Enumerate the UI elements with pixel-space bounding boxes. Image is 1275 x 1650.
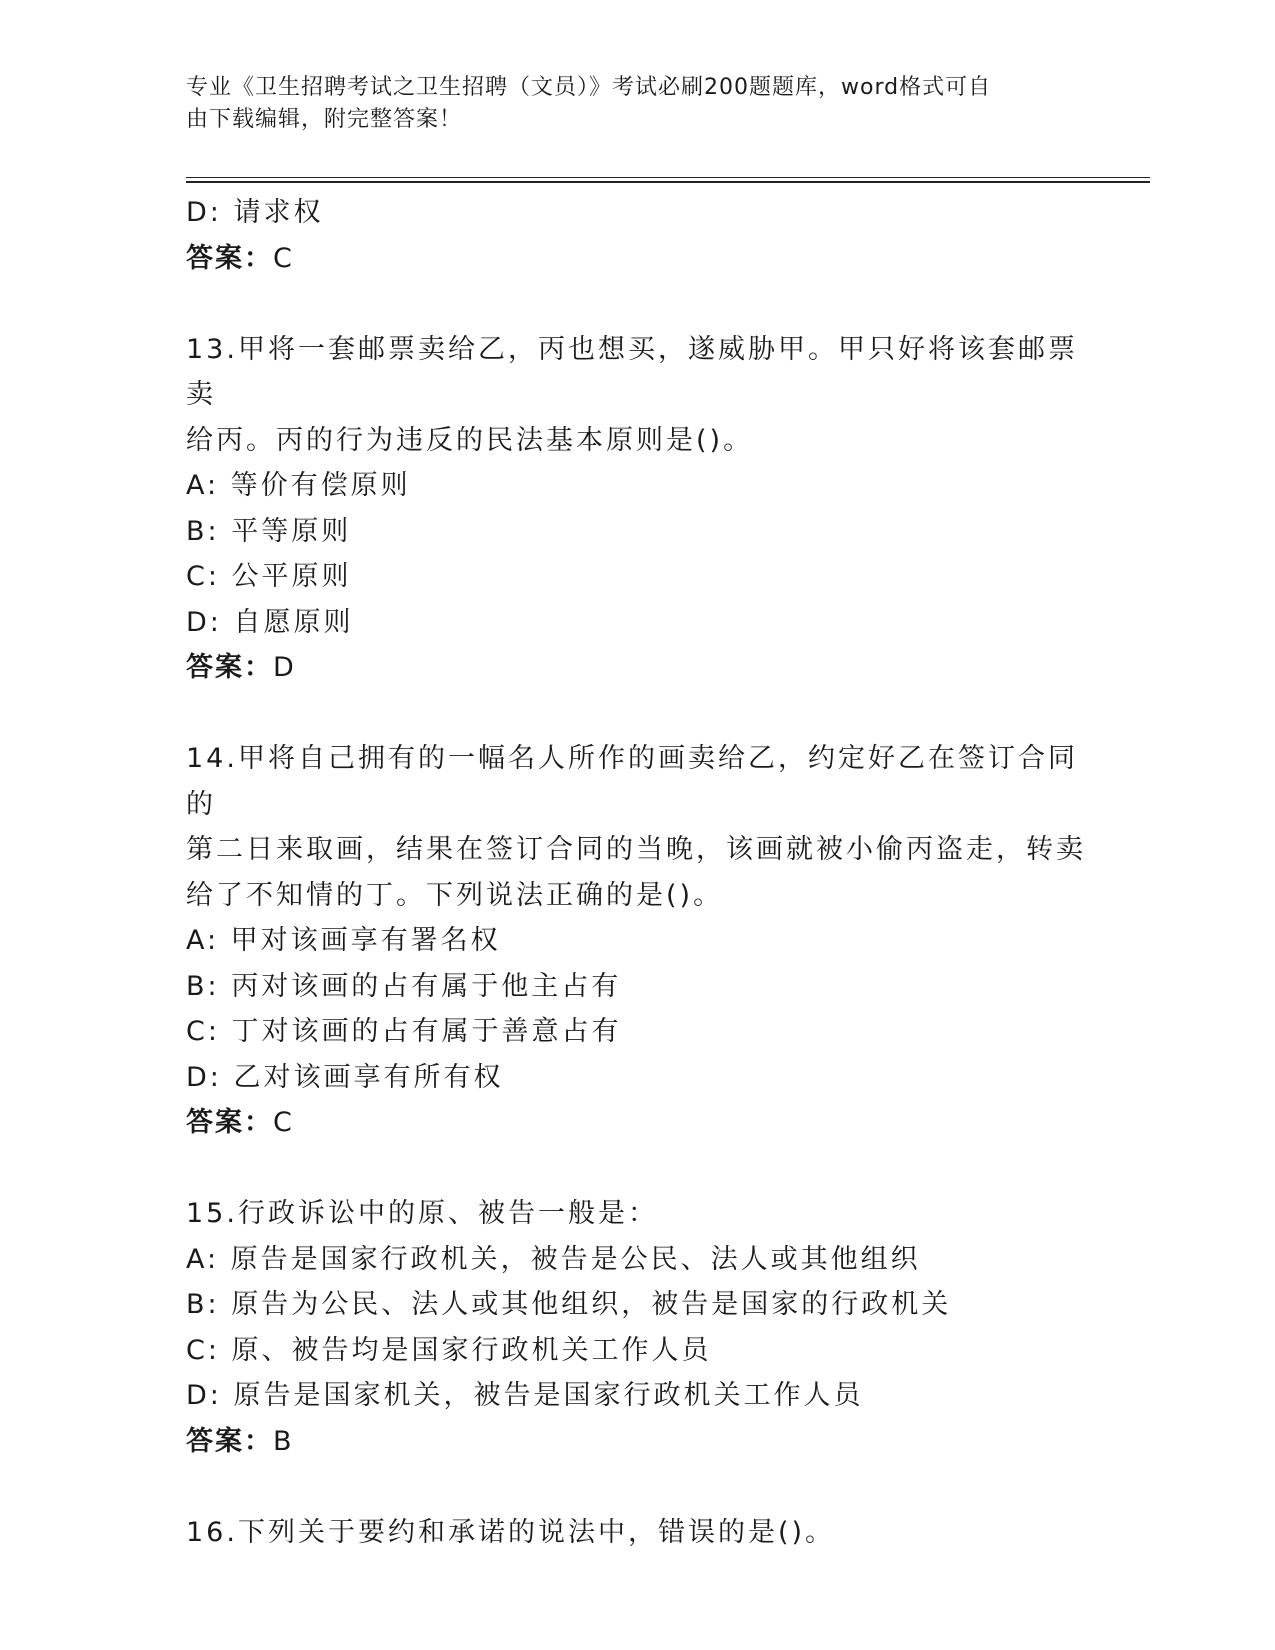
question-content xyxy=(186,190,1086,1555)
option-b: B: 平等原则 xyxy=(186,515,352,547)
question-16 xyxy=(186,1510,1086,1556)
option-a: A: 甲对该画享有署名权 xyxy=(186,925,501,956)
spacer xyxy=(186,691,1086,737)
question-stem-line: 14.甲将自己拥有的一幅名人所作的画卖给乙，约定好乙在签订合同的 xyxy=(186,743,1078,820)
question-14 xyxy=(186,736,1086,1146)
answer-line xyxy=(186,645,1086,691)
answer-value: C xyxy=(273,1107,294,1138)
header-divider-thin xyxy=(186,177,1150,178)
spacer xyxy=(186,281,1086,327)
question-stem-line: 给丙。丙的行为违反的民法基本原则是()。 xyxy=(186,424,754,456)
option-c: C: 原、被告均是国家行政机关工作人员 xyxy=(186,1334,712,1366)
question-13 xyxy=(186,327,1086,691)
question-stem-line: 16.下列关于要约和承诺的说法中，错误的是()。 xyxy=(186,1516,836,1548)
option-a: A: 原告是国家行政机关，被告是公民、法人或其他组织 xyxy=(186,1243,921,1275)
spacer xyxy=(186,1146,1086,1192)
option-d: D: 原告是国家机关，被告是国家行政机关工作人员 xyxy=(186,1380,864,1411)
option-c: C: 丁对该画的占有属于善意占有 xyxy=(186,1016,622,1047)
answer-value: B xyxy=(273,1425,294,1457)
answer-line xyxy=(186,1100,1086,1146)
option-a: A: 等价有偿原则 xyxy=(186,470,411,501)
question-stem-line: 13.甲将一套邮票卖给乙，丙也想买，遂威胁甲。甲只好将该套邮票卖 xyxy=(186,333,1078,410)
option-c: C: 公平原则 xyxy=(186,561,352,592)
answer-label: 答案： xyxy=(186,1107,273,1138)
answer-label: 答案： xyxy=(186,1425,273,1457)
option-d: D: 乙对该画享有所有权 xyxy=(186,1061,504,1093)
question-stem-line: 给了不知情的丁。下列说法正确的是()。 xyxy=(186,879,724,911)
answer-value: D xyxy=(273,652,296,683)
spacer xyxy=(186,1464,1086,1510)
answer-line xyxy=(186,1419,1086,1465)
header-line-2: 由下载编辑，附完整答案！ xyxy=(186,107,463,132)
answer-label: 答案： xyxy=(186,652,273,683)
header-line-1: 专业《卫生招聘考试之卫生招聘（文员）》考试必刷200题题库，word格式可自 xyxy=(186,75,992,100)
question-15 xyxy=(186,1191,1086,1464)
question-stem-line: 第二日来取画，结果在签订合同的当晚，该画就被小偷丙盗走，转卖 xyxy=(186,834,1086,865)
question-stem-line: 15.行政诉讼中的原、被告一般是： xyxy=(186,1198,658,1229)
prev-answer xyxy=(186,236,1086,282)
header-divider-thick xyxy=(186,181,1150,183)
answer-value: C xyxy=(273,242,294,274)
page-header xyxy=(186,72,1066,136)
option-b: B: 丙对该画的占有属于他主占有 xyxy=(186,970,622,1002)
prev-option-d: D: 请求权 xyxy=(186,197,324,228)
answer-label: 答案： xyxy=(186,242,273,274)
option-d: D: 自愿原则 xyxy=(186,606,354,638)
option-b: B: 原告为公民、法人或其他组织，被告是国家的行政机关 xyxy=(186,1289,952,1320)
